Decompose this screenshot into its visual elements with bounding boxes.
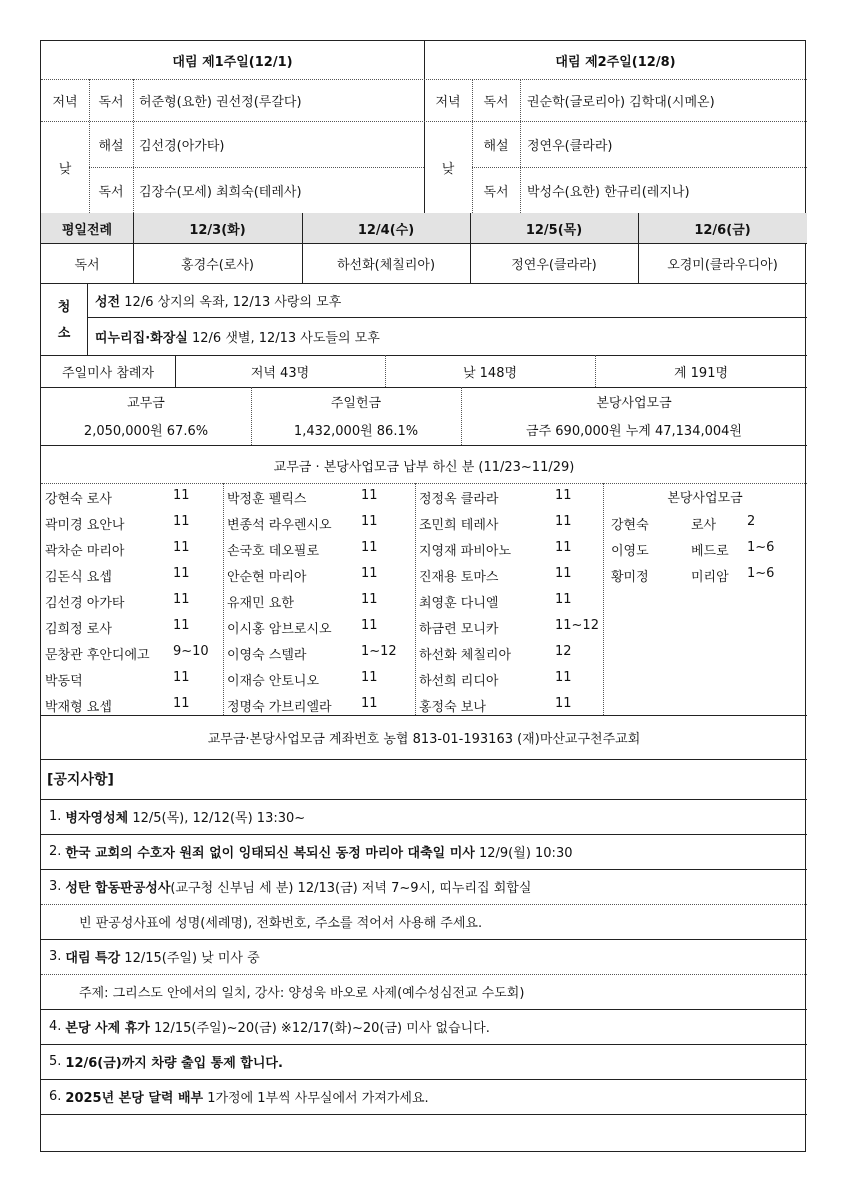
donor-name: 이시홍 암브로시오 — [227, 622, 332, 637]
notice-text: 12/15(주일) 낮 미사 중 — [120, 951, 260, 966]
notice-item — [49, 799, 799, 834]
donor-name: 홍정숙 보나 — [419, 700, 486, 715]
advent1-commentary: 김선경(아가타) — [139, 138, 225, 154]
project-donor-baptismal-name: 베드로 — [691, 544, 729, 559]
donor-months: 11 — [173, 540, 190, 555]
advent2-day-label: 낮 — [441, 161, 455, 177]
donor-months: 11 — [173, 514, 190, 529]
notice-text: 12/9(월) 10:30 — [474, 846, 573, 861]
donor-name: 변종석 라우렌시오 — [227, 518, 332, 533]
donor-name: 최영훈 다니엘 — [419, 596, 499, 611]
project-donor-name: 이영도 — [611, 544, 649, 559]
donor-months: 1~12 — [361, 644, 397, 659]
donor-name: 지영재 파비아노 — [419, 544, 512, 559]
weekday-reader: 정연우(클라라) — [511, 257, 597, 273]
weekday-date: 12/5(목) — [525, 222, 583, 238]
notice-number: 3. — [49, 949, 62, 964]
notice-heading: 대림 특강 — [65, 951, 121, 966]
weekday-reader: 홍경수(로사) — [181, 257, 254, 273]
notice-item — [49, 1009, 799, 1044]
project-donors-title: 본당사업모금 — [667, 490, 743, 506]
attendance-total: 계 191명 — [673, 365, 729, 381]
donor-months: 11 — [555, 696, 572, 711]
weekday-date: 12/3(화) — [189, 222, 246, 238]
advent2-reading: 박성수(요한) 한규리(레지나) — [527, 184, 690, 200]
donor-months: 11~12 — [555, 618, 599, 633]
donor-name: 안순현 마리아 — [227, 570, 307, 585]
notice-text: 빈 판공성사표에 성명(세례명), 전화번호, 주소를 적어서 사용해 주세요. — [79, 916, 483, 931]
advent1-reading: 김장수(모세) 최희숙(테레사) — [139, 184, 302, 200]
cleaning-row-sanctuary — [95, 283, 795, 317]
advent2-commentary: 정연우(클라라) — [527, 138, 613, 154]
donor-months: 11 — [555, 514, 572, 529]
bulletin-sheet — [40, 40, 806, 1152]
advent2-evening-names: 권순학(글로리아) 김학대(시메온) — [527, 94, 715, 110]
finance-project-value: 금주 690,000원 누계 47,134,004원 — [526, 423, 742, 439]
notice-item — [79, 974, 829, 1009]
donor-months: 11 — [173, 566, 190, 581]
donor-months: 11 — [173, 696, 190, 711]
donor-name: 하금련 모니카 — [419, 622, 499, 637]
project-donor-baptismal-name: 로사 — [691, 518, 717, 533]
advent1-commentary-role: 해설 — [98, 138, 124, 154]
donor-name: 조민희 테레사 — [419, 518, 499, 533]
finance-dues-value: 2,050,000원 67.6% — [83, 423, 209, 439]
notice-heading: 한국 교회의 수호자 원죄 없이 잉태되신 복되신 동정 마리아 대축일 미사 — [65, 846, 475, 861]
donor-name: 김돈식 요셉 — [45, 570, 112, 585]
weekday-label: 평일전례 — [61, 222, 113, 238]
notice-item — [49, 939, 799, 974]
notice-text: (교구청 신부님 세 분) 12/13(금) 저녁 7~9시, 띠누리집 회합실 — [170, 881, 532, 896]
donor-name: 진재용 토마스 — [419, 570, 499, 585]
donor-name: 정정옥 클라라 — [419, 492, 499, 507]
cleaning-label-bottom: 소 — [57, 325, 71, 341]
notice-item — [49, 834, 799, 869]
donors-title: 교무금 · 본당사업모금 납부 하신 분 (11/23~11/29) — [273, 459, 575, 475]
project-donor-baptismal-name: 미리암 — [691, 570, 729, 585]
weekday-reader: 하선화(체칠리아) — [336, 257, 436, 273]
notice-item — [49, 1044, 799, 1079]
project-donor-name: 강현숙 — [611, 518, 649, 533]
donor-months: 11 — [555, 488, 572, 503]
donor-name: 손국호 데오필로 — [227, 544, 320, 559]
donor-name: 박재형 요셉 — [45, 700, 112, 715]
advent2-commentary-role: 해설 — [483, 138, 509, 154]
notice-text: 12/15(주일)~20(금) ※12/17(화)~20(금) 미사 없습니다. — [149, 1021, 490, 1036]
finance-project-label: 본당사업모금 — [596, 395, 672, 411]
notice-number: 4. — [49, 1019, 62, 1034]
notice-number: 5. — [49, 1054, 62, 1069]
advent2-evening-label: 저녁 — [435, 94, 461, 110]
notice-text: 12/5(목), 12/12(목) 13:30~ — [128, 811, 306, 826]
account-number: 교무금·본당사업모금 계좌번호 농협 813-01-193163 (재)마산교구천주교회 — [207, 731, 641, 747]
donor-name: 문창관 후안디에고 — [45, 648, 150, 663]
advent1-evening-role: 독서 — [98, 94, 124, 110]
weekday-date: 12/6(금) — [694, 222, 751, 238]
donor-months: 11 — [173, 618, 190, 633]
project-donor-name: 황미정 — [611, 570, 649, 585]
notice-heading: 병자영성체 — [65, 811, 129, 826]
donor-months: 11 — [361, 670, 378, 685]
attendance-label: 주일미사 참례자 — [61, 365, 155, 381]
donor-months: 9~10 — [173, 644, 209, 659]
cleaning-row1-title: 성전 — [95, 294, 121, 310]
donor-months: 11 — [361, 618, 378, 633]
donor-months: 11 — [361, 696, 378, 711]
cleaning-row-hall — [95, 317, 795, 355]
notice-item — [49, 869, 799, 904]
advent1-day-label: 낮 — [58, 161, 72, 177]
donor-months: 11 — [361, 566, 378, 581]
project-donor-months: 1~6 — [747, 566, 775, 581]
donor-months: 11 — [173, 592, 190, 607]
donor-name: 이재승 안토니오 — [227, 674, 320, 689]
notice-item — [79, 904, 829, 939]
cleaning-label-top: 청 — [57, 299, 71, 315]
notice-text: 1가정에 1부씩 사무실에서 가져가세요. — [203, 1091, 429, 1106]
notice-number: 1. — [49, 809, 62, 824]
donor-name: 곽차순 마리아 — [45, 544, 125, 559]
donor-months: 11 — [173, 488, 190, 503]
project-donor-months: 2 — [747, 514, 756, 529]
donor-months: 12 — [555, 644, 572, 659]
notice-number: 2. — [49, 844, 62, 859]
donor-name: 박정훈 펠릭스 — [227, 492, 307, 507]
notice-heading: 본당 사제 휴가 — [65, 1021, 150, 1036]
notice-heading: 2025년 본당 달력 배부 — [65, 1091, 204, 1106]
notice-heading: 12/6(금)까지 차량 출입 통제 합니다. — [65, 1056, 283, 1071]
cleaning-row1-text: 12/6 상지의 옥좌, 12/13 사랑의 모후 — [124, 294, 342, 310]
notices-title: [공지사항] — [47, 772, 114, 788]
donor-name: 유재민 요한 — [227, 596, 294, 611]
donor-months: 11 — [555, 540, 572, 555]
donor-name: 김선경 아가타 — [45, 596, 125, 611]
weekday-date: 12/4(수) — [357, 222, 415, 238]
project-donor-months: 1~6 — [747, 540, 775, 555]
advent1-reading-role: 독서 — [98, 184, 124, 200]
advent2-title: 대림 제2주일(12/8) — [555, 54, 676, 70]
donor-name: 곽미경 요안나 — [45, 518, 125, 533]
finance-dues-label: 교무금 — [127, 395, 165, 411]
donor-months: 11 — [361, 488, 378, 503]
finance-offering-label: 주일헌금 — [330, 395, 382, 411]
notice-text: 주제: 그리스도 안에서의 일치, 강사: 양성욱 바오로 사제(예수성심전교 수도회) — [79, 986, 525, 1001]
cleaning-row2-title: 띠누리집·화장실 — [95, 330, 188, 346]
attendance-evening: 저녁 43명 — [250, 365, 310, 381]
weekday-reader: 오경미(클라우디아) — [667, 257, 778, 273]
attendance-day: 낮 148명 — [462, 365, 518, 381]
advent1-evening-names: 허준형(요한) 권선정(루갈다) — [139, 94, 302, 110]
donor-name: 하선화 체칠리아 — [419, 648, 512, 663]
notice-number: 3. — [49, 879, 62, 894]
donor-months: 11 — [555, 592, 572, 607]
advent1-title: 대림 제1주일(12/1) — [172, 54, 293, 70]
donor-name: 강현숙 로사 — [45, 492, 112, 507]
notice-item — [49, 1079, 799, 1114]
donor-name: 김희정 로사 — [45, 622, 112, 637]
cleaning-row2-text: 12/6 샛별, 12/13 사도들의 모후 — [192, 330, 380, 346]
donor-name: 정명숙 가브리엘라 — [227, 700, 332, 715]
donor-months: 11 — [361, 514, 378, 529]
notice-number: 6. — [49, 1089, 62, 1104]
advent2-evening-role: 독서 — [483, 94, 509, 110]
donor-name: 박동덕 — [45, 674, 83, 689]
donor-months: 11 — [173, 670, 190, 685]
donor-months: 11 — [555, 670, 572, 685]
advent1-evening-label: 저녁 — [52, 94, 78, 110]
donor-name: 하선희 리디아 — [419, 674, 499, 689]
donor-name: 이영숙 스텔라 — [227, 648, 307, 663]
donor-months: 11 — [555, 566, 572, 581]
notice-heading: 성탄 합동판공성사 — [65, 881, 171, 896]
donor-months: 11 — [361, 592, 378, 607]
finance-offering-value: 1,432,000원 86.1% — [293, 423, 419, 439]
weekday-reading-label: 독서 — [74, 257, 100, 273]
advent2-reading-role: 독서 — [483, 184, 509, 200]
donor-months: 11 — [361, 540, 378, 555]
